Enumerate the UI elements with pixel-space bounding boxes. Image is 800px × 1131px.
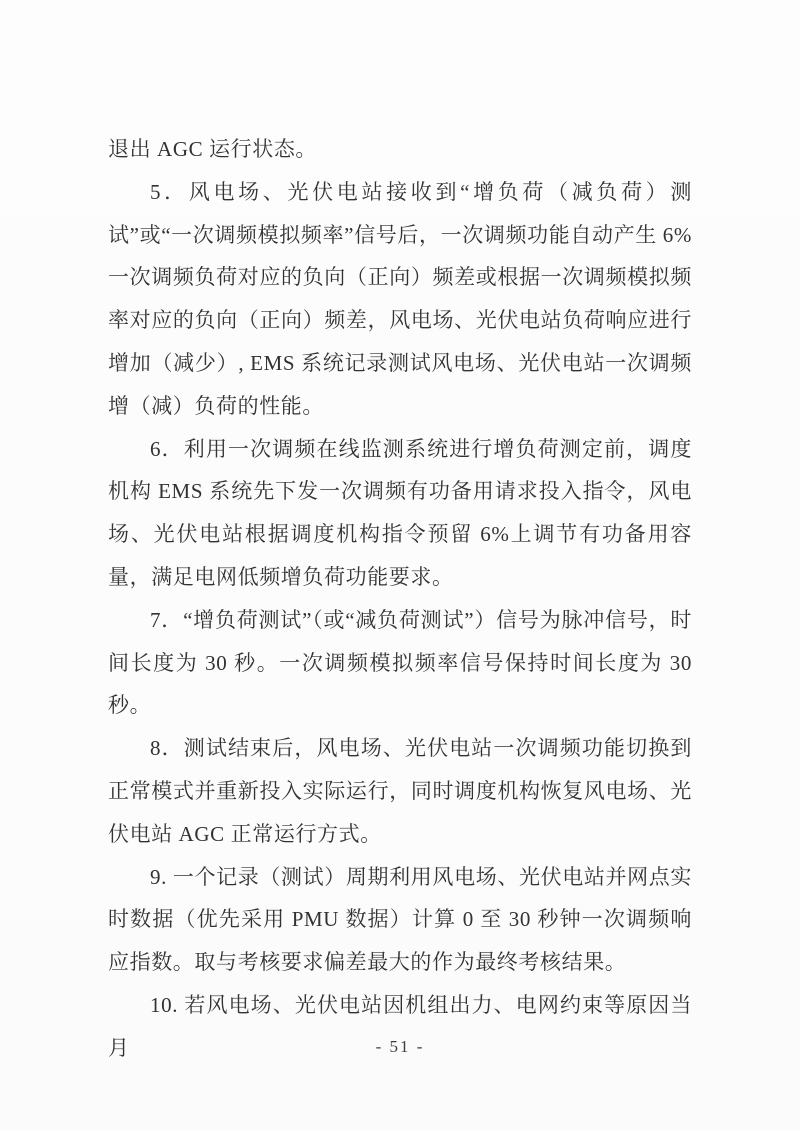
paragraph: 退出 AGC 运行状态。 xyxy=(108,137,318,161)
paragraph: 7．“增负荷测试”（或“减负荷测试”）信号为脉冲信号，时间长度为 30 秒。一次调频模拟频率信号保持时间长度为 30 秒。 xyxy=(108,607,692,718)
body-text xyxy=(108,128,692,1070)
paragraph: 8．测试结束后，风电场、光伏电站一次调频功能切换到正常模式并重新投入实际运行，同时调度机构恢复风电场、光伏电站 AGC 正常运行方式。 xyxy=(108,736,692,846)
page-number: - 51 - xyxy=(375,1037,425,1056)
paragraph: 5．风电场、光伏电站接收到“增负荷（减负荷）测试”或“一次调频模拟频率”信号后，一次调频功能自动产生 6%一次调频负荷对应的负向（正向）频差或根据一次调频模拟频率对应的负向（正向）频差，风电场、光伏电站负荷响应进行增加（减少）, EMS 系统记录测试风电场、光伏电站一次调频增（减）负荷的性能。 xyxy=(108,179,692,418)
paragraph: 9. 一个记录（测试）周期利用风电场、光伏电站并网点实时数据（优先采用 PMU 数据）计算 0 至 30 秒钟一次调频响应指数。取与考核要求偏差最大的作为最终考核结果。 xyxy=(108,864,692,975)
paragraph: 6．利用一次调频在线监测系统进行增负荷测定前，调度机构 EMS 系统先下发一次调频有功备用请求投入指令，风电场、光伏电站根据调度机构指令预留 6%上调节有功备用容量，满足电网低频增负荷功能要求。 xyxy=(108,436,692,589)
paragraph: 10. 若风电场、光伏电站因机组出力、电网约束等原因当月 xyxy=(108,992,692,1060)
